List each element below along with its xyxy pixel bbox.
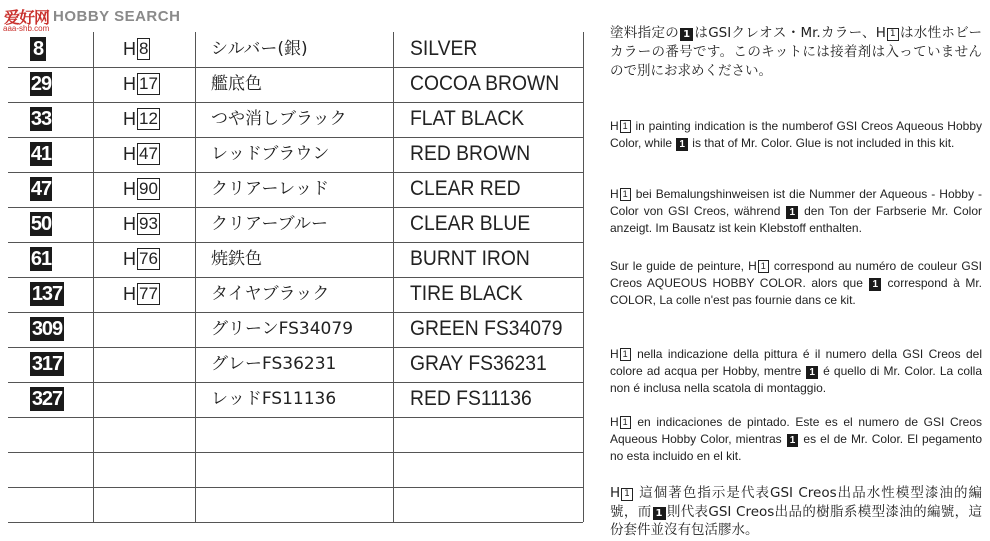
- color-row: [8, 312, 583, 347]
- color-row: [8, 32, 583, 67]
- english-color-name: TIRE BLACK: [410, 282, 523, 305]
- color-row: [8, 347, 583, 382]
- color-row: [8, 452, 583, 487]
- hobby-number: 8: [139, 39, 149, 58]
- mr-color-marker: 1: [653, 507, 666, 520]
- english-color-name: COCOA BROWN: [410, 72, 560, 95]
- hobby-color-marker: 1: [620, 120, 631, 133]
- note-french: [610, 258, 982, 309]
- color-row: [8, 277, 583, 312]
- hobby-color-marker: 1: [887, 28, 899, 41]
- hobby-number: 76: [139, 249, 158, 268]
- english-color-name: GREEN FS34079: [410, 317, 563, 340]
- mr-color-marker: 1: [786, 206, 798, 219]
- note-text: 這個著色指示是代表GSI Creos出品水性模型漆油的編號，而: [610, 485, 982, 520]
- hobby-color-code: [123, 282, 160, 306]
- note-text: はGSIクレオス・Mr.カラー、H: [694, 25, 886, 41]
- note-text: bei Bemalungshinweisen ist die Nummer der Aqueous - Hobby - Color von GSI Creos, während: [610, 187, 982, 218]
- hobby-color-code: [123, 107, 160, 131]
- mr-color-marker: 1: [676, 138, 688, 151]
- note-text: nella indicazione della pittura é il numero della GSI Creos del colore ad acqua per Hobby, mentre: [610, 347, 982, 378]
- color-row: [8, 382, 583, 417]
- watermark-mark: 爱好网: [4, 7, 50, 27]
- note-italian: [610, 346, 982, 397]
- english-color-name: GRAY FS36231: [410, 352, 547, 375]
- english-color-name: FLAT BLACK: [410, 107, 525, 130]
- hobby-prefix: H: [123, 143, 136, 164]
- english-color-name: CLEAR RED: [410, 177, 521, 200]
- mr-color-number: 33: [30, 108, 52, 130]
- japanese-color-name: レッドFS11136: [211, 389, 337, 409]
- note-text: en indicaciones de pintado. Este es el numero de GSI Creos Aqueous Hobby Color, mientras: [610, 415, 982, 446]
- watermark-url: aaa-shb.com: [3, 24, 50, 33]
- hobby-color-marker: 1: [620, 416, 631, 429]
- note-japanese: [610, 24, 982, 81]
- japanese-color-name: タイヤブラック: [211, 284, 330, 304]
- japanese-color-name: 焼鉄色: [211, 249, 262, 269]
- note-spanish: [610, 414, 982, 465]
- hobby-prefix: H: [123, 248, 136, 269]
- row-divider: [8, 522, 583, 523]
- note-text: correspond à Mr. COLOR, La colle n'est pas fournie dans ce kit.: [610, 276, 982, 307]
- mr-color-number: 41: [30, 143, 52, 165]
- table-right-border: [583, 32, 584, 522]
- japanese-color-name: レッドブラウン: [211, 144, 330, 164]
- japanese-color-name: グリーンFS34079: [211, 319, 354, 339]
- hobby-prefix: H: [123, 178, 136, 199]
- note-text: 則代表GSI Creos出品的樹脂系模型漆油的編號，這份套件並沒有包活膠水。: [610, 503, 982, 538]
- japanese-color-name: 艦底色: [211, 74, 262, 94]
- hobby-prefix: H: [123, 108, 136, 129]
- hobby-color-marker: 1: [620, 348, 631, 361]
- color-row: [8, 242, 583, 277]
- english-color-name: RED BROWN: [410, 142, 531, 165]
- note-text: Sur le guide de peinture, H: [610, 259, 757, 273]
- hobby-number: 47: [139, 144, 158, 163]
- note-german: [610, 186, 982, 237]
- color-row: [8, 137, 583, 172]
- mr-color-number: 309: [31, 318, 63, 340]
- note-english: [610, 118, 982, 152]
- mr-color-number: 61: [30, 248, 52, 270]
- mr-color-number: 47: [30, 178, 52, 200]
- column-divider: [393, 32, 394, 522]
- hobby-color-code: [123, 37, 150, 61]
- note-text: は水性ホビーカラーの番号です。このキットには接着剤は入っていませんので別にお求めください。: [610, 25, 982, 79]
- hobby-prefix: H: [123, 38, 136, 59]
- note-text: H: [610, 347, 619, 361]
- hobby-color-code: [123, 72, 160, 96]
- mr-color-number: 317: [31, 353, 63, 375]
- hobby-number: 93: [139, 214, 158, 233]
- japanese-color-name: クリアーブルー: [211, 214, 328, 234]
- note-text: den Ton der Farbserie Mr. Color anzeigt. Im Bausatz ist kein Klebstoff enthalten.: [610, 204, 982, 235]
- column-divider: [195, 32, 196, 522]
- color-row: [8, 172, 583, 207]
- mr-color-marker: 1: [787, 434, 799, 447]
- note-text: is that of Mr. Color. Glue is not included in this kit.: [688, 136, 955, 150]
- color-row: [8, 102, 583, 137]
- japanese-color-name: グレーFS36231: [211, 354, 337, 374]
- note-text: in painting indication is the numberof GSI Creos Aqueous Hobby Color, while: [610, 119, 982, 150]
- hobby-color-code: [123, 247, 160, 271]
- hobby-color-code: [123, 212, 160, 236]
- hobby-color-code: [123, 142, 160, 166]
- mr-color-number: 29: [30, 73, 52, 95]
- hobby-number: 77: [139, 284, 158, 303]
- mr-color-number: 8: [30, 37, 46, 61]
- note-text: H: [610, 187, 619, 201]
- japanese-color-name: シルバー(銀): [211, 39, 308, 59]
- hobby-prefix: H: [123, 283, 136, 304]
- hobby-color-marker: 1: [621, 488, 633, 501]
- mr-color-marker: 1: [680, 28, 693, 41]
- hobby-prefix: H: [123, 73, 136, 94]
- note-text: correspond au numéro de couleur GSI Creos AQUEOUS HOBBY COLOR. alors que: [610, 259, 982, 290]
- english-color-name: CLEAR BLUE: [410, 212, 531, 235]
- english-color-name: BURNT IRON: [410, 247, 530, 270]
- hobby-color-code: [123, 177, 160, 201]
- hobby-number: 90: [139, 179, 158, 198]
- note-text: H: [610, 415, 619, 429]
- note-text: H: [610, 119, 619, 133]
- hobby-color-marker: 1: [758, 260, 769, 273]
- hobby-prefix: H: [123, 213, 136, 234]
- watermark-word: HOBBY SEARCH: [53, 7, 181, 25]
- note-chinese: [610, 484, 982, 540]
- english-color-name: RED FS11136: [410, 387, 532, 410]
- hobby-number: 17: [139, 74, 158, 93]
- hobby-color-marker: 1: [620, 188, 631, 201]
- mr-color-number: 50: [30, 213, 52, 235]
- note-text: H: [610, 485, 621, 501]
- mr-color-marker: 1: [806, 366, 818, 379]
- mr-color-number: 137: [31, 283, 63, 305]
- english-color-name: SILVER: [410, 37, 478, 60]
- hobby-number: 12: [139, 109, 158, 128]
- japanese-color-name: つや消しブラック: [211, 109, 347, 129]
- note-text: é quello di Mr. Color. La colla non é inclusa nella scatola di montaggio.: [610, 364, 982, 395]
- color-row: [8, 207, 583, 242]
- note-text: 塗料指定の: [610, 25, 680, 41]
- mr-color-number: 327: [31, 388, 63, 410]
- mr-color-marker: 1: [869, 278, 881, 291]
- japanese-color-name: クリアーレッド: [211, 179, 329, 199]
- note-text: es el de Mr. Color. El pegamento no esta incluido en el kit.: [610, 432, 982, 463]
- column-divider: [93, 32, 94, 522]
- color-row: [8, 67, 583, 102]
- color-row: [8, 487, 583, 522]
- color-row: [8, 417, 583, 452]
